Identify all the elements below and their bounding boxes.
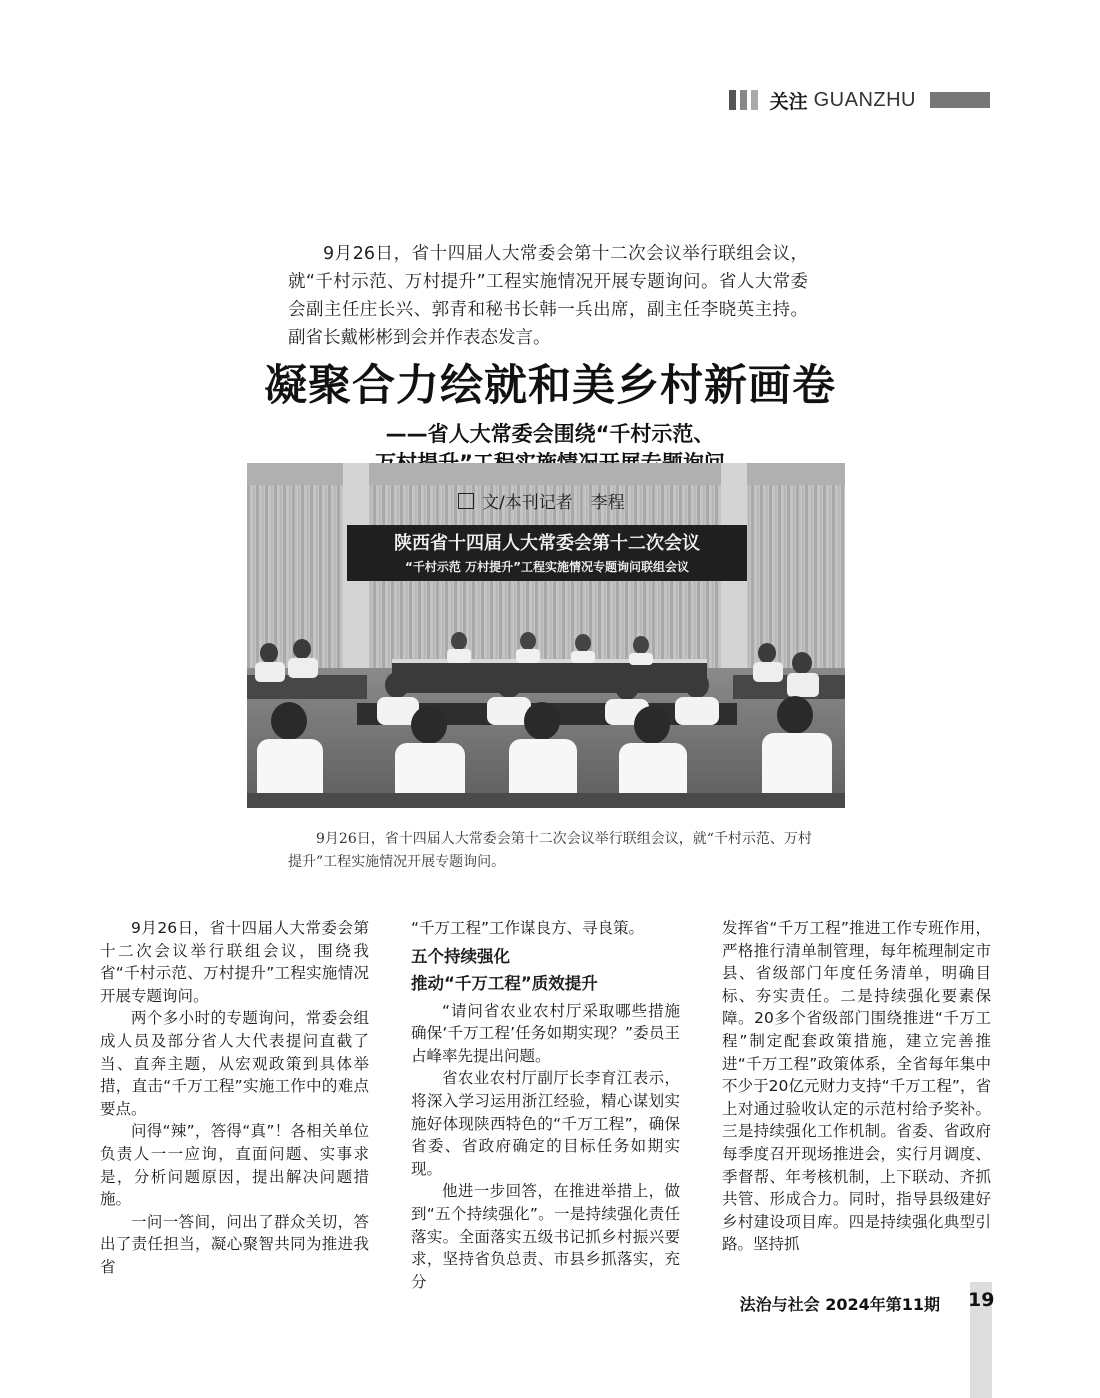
meeting-photo bbox=[247, 463, 845, 808]
byline-box-icon bbox=[458, 493, 474, 509]
meeting-photo-illustration bbox=[247, 463, 845, 808]
byline-author: 李程 bbox=[590, 493, 625, 513]
article-title: 凝聚合力绘就和美乡村新画卷 bbox=[264, 361, 836, 411]
lead-paragraph: 9月26日，省十四届人大常委会第十二次会议举行联组会议，就“千村示范、万村提升”工程实施情况开展专题询问。省人大常委会副主任庄长兴、郭青和秘书长韩一兵出席，副主任李晓英主持。副省长戴彬彬到会并作表态发言。 bbox=[288, 244, 808, 348]
photo-caption: 9月26日，省十四届人大常委会第十二次会议举行联组会议，就“千村示范、万村提升”工程实施情况开展专题询问。 bbox=[288, 831, 812, 870]
body-column-1 bbox=[100, 917, 369, 1276]
article-body bbox=[100, 917, 992, 1291]
paragraph: 他进一步回答，在推进举措上，做到“五个持续强化”。一是持续强化责任落实。全面落实五级书记抓乡村振兴要求，坚持省负总责、市县乡抓落实，充分 bbox=[411, 1182, 680, 1291]
banner-line-1: 陕西省十四届人大常委会第十二次会议 bbox=[394, 533, 700, 554]
paragraph: “请问省农业农村厅采取哪些措施确保‘千万工程’任务如期实现？”委员王占峰率先提出问题。 bbox=[411, 1001, 680, 1065]
journal-footer: 法治与社会 2024年第11期 bbox=[739, 1295, 940, 1314]
byline-label: 文/本刊记者 bbox=[482, 493, 573, 513]
banner-line-2: “千村示范 万村提升”工程实施情况专题询问联组会议 bbox=[405, 560, 689, 574]
paragraph: 两个多小时的专题询问，常委会组成人员及部分省人大代表提问直截了当、直奔主题，从宏观政策到具体举措，直击“千万工程”实施工作中的难点要点。 bbox=[100, 1009, 369, 1118]
section-name-pinyin: GUANZHU bbox=[813, 88, 916, 111]
paragraph: 9月26日，省十四届人大常委会第十二次会议举行联组会议，围绕我省“千村示范、万村提升”工程实施情况开展专题询问。 bbox=[100, 919, 369, 1005]
header-rule-decoration bbox=[930, 92, 990, 108]
paragraph: 省农业农村厅副厅长李育江表示，将深入学习运用浙江经验，精心谋划实施好体现陕西特色的“千万工程”，确保省委、省政府确定的目标任务如期实现。 bbox=[411, 1069, 680, 1178]
section-header bbox=[729, 88, 990, 112]
subtitle-line-1: ——省人大常委会围绕“千村示范、 bbox=[385, 422, 715, 446]
page-number: 19 bbox=[968, 1289, 995, 1311]
paragraph: 问得“辣”，答得“真”！各相关单位负责人一一应询，直面问题、实事求是，分析问题原因，提出解决问题措施。 bbox=[100, 1122, 369, 1209]
header-bars-decoration bbox=[729, 90, 758, 110]
paragraph-continued: 发挥省“千万工程”推进工作专班作用，严格推行清单制管理，每年梳理制定市县、省级部门年度任务清单，明确目标、夯实责任。二是持续强化要素保障。20多个省级部门围绕推进“千万工程”制定配套政策措施，建立完善推进“千万工程”政策体系，全省每年集中不少于20亿元财力支持“千万工程”，省上对通过验收认定的示范村给予奖补。三是持续强化工作机制。省委、省政府每季度召开现场推进会，实行月调度、季督帮、年考核机制，上下联动、齐抓共管、形成合力。同时，指导县级建好乡村建设项目库。四是持续强化典型引路。坚持抓 bbox=[722, 919, 991, 1254]
section-heading-line-2: 推动“千万工程”质效提升 bbox=[411, 973, 598, 993]
paragraph-continued: “千万工程”工作谋良方、寻良策。 bbox=[411, 919, 645, 937]
section-heading-line-1: 五个持续强化 bbox=[411, 946, 510, 966]
byline bbox=[458, 488, 625, 513]
paragraph: 一问一答间，问出了群众关切，答出了责任担当，凝心聚智共同为推进我省 bbox=[100, 1212, 369, 1276]
body-column-3 bbox=[722, 917, 991, 1257]
section-name: 关注 bbox=[769, 90, 808, 113]
body-column-2 bbox=[411, 917, 680, 1291]
